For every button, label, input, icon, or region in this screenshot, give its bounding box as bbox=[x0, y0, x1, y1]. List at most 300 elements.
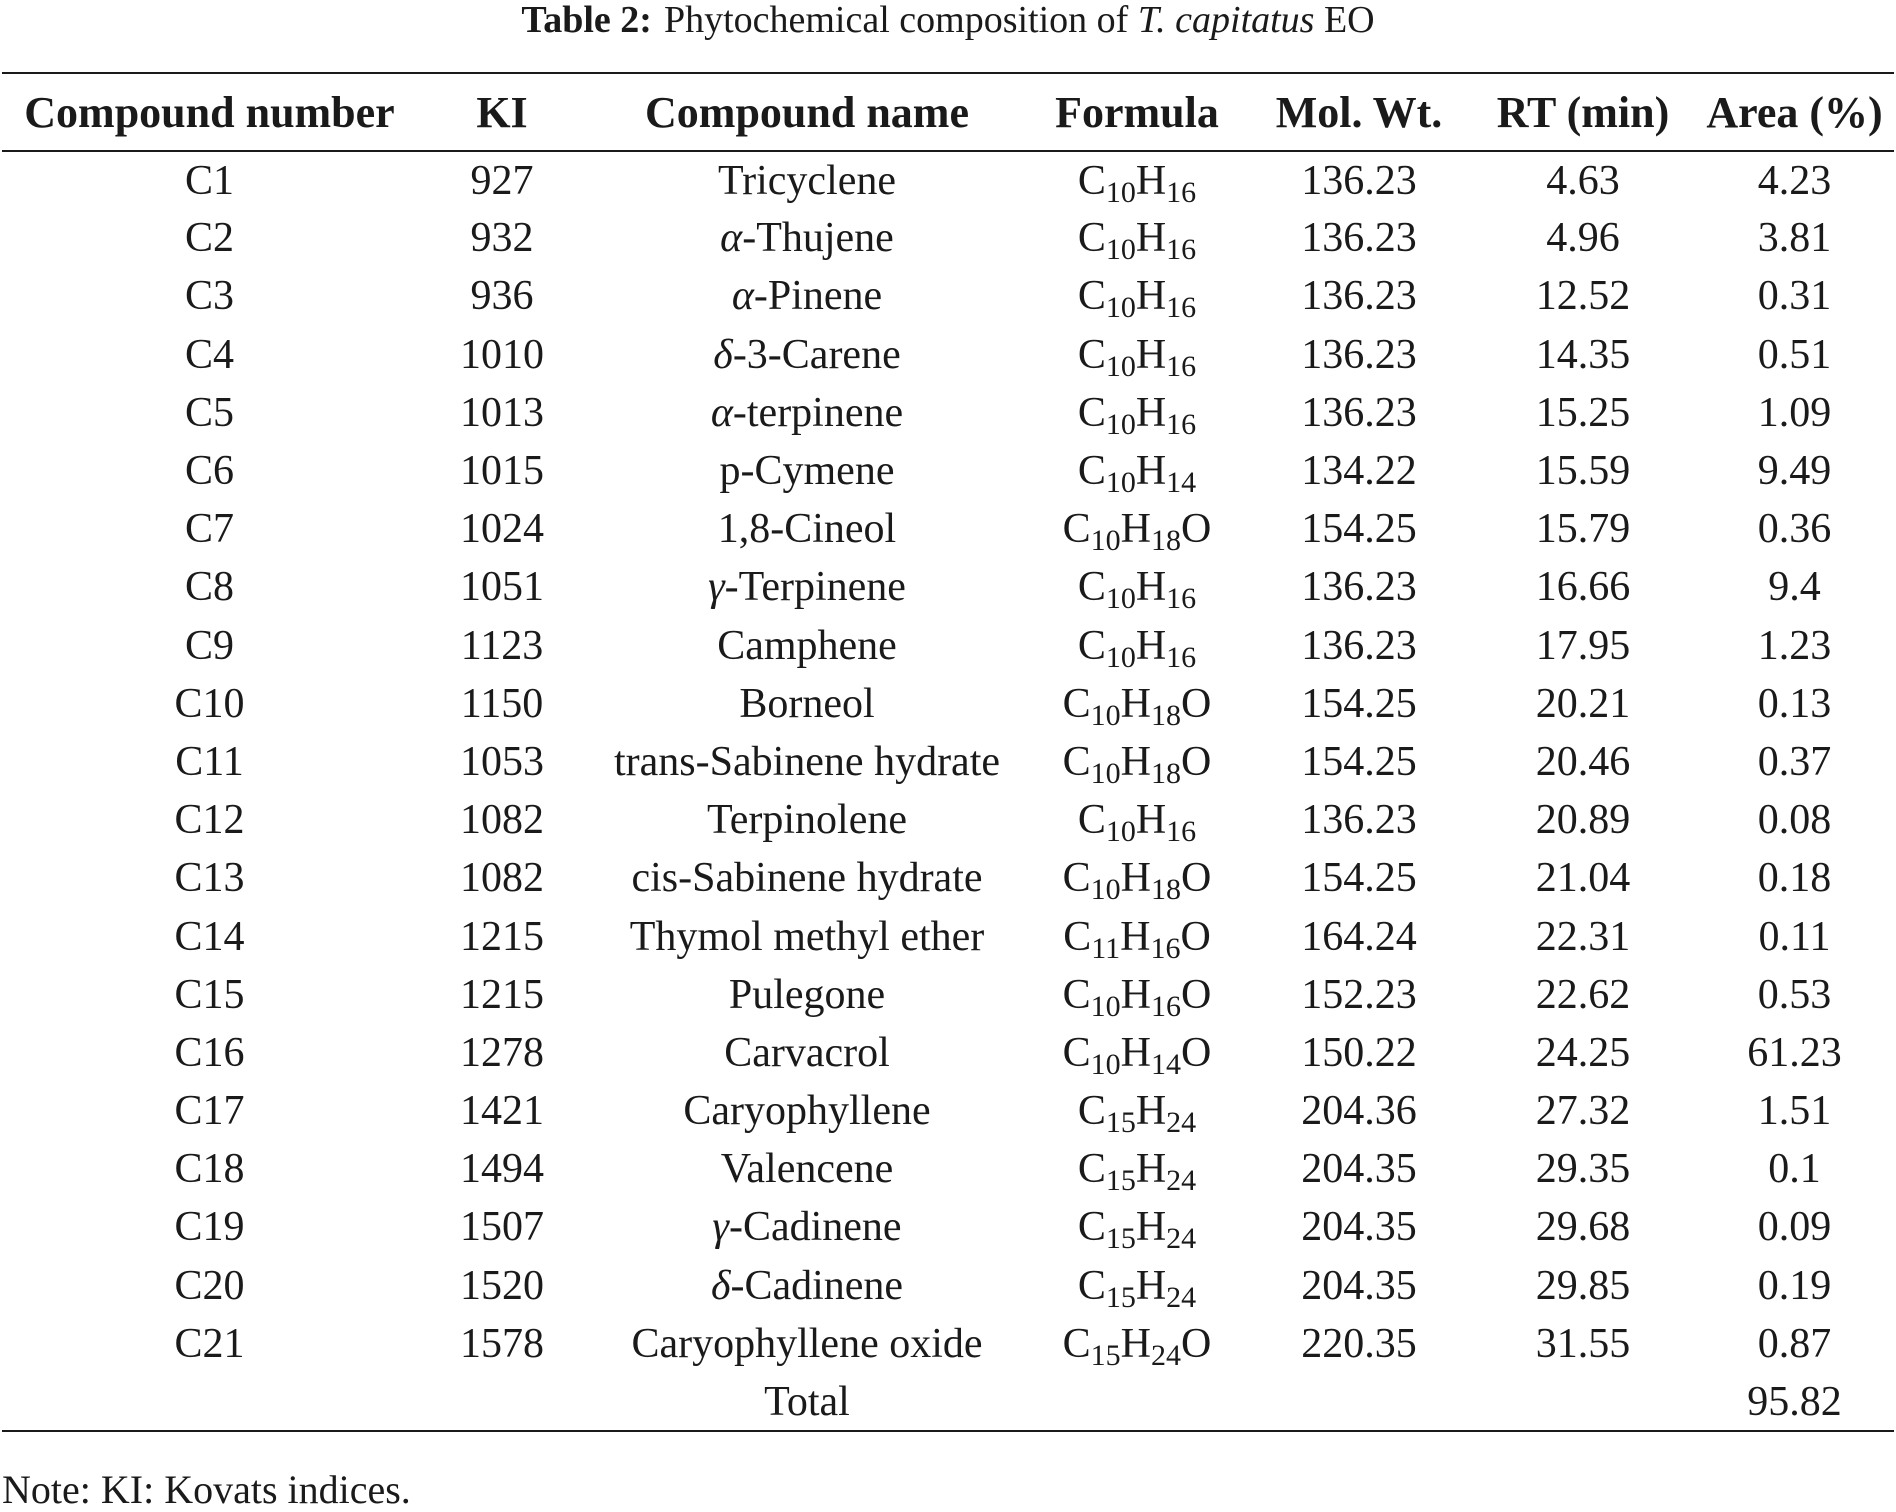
formula-element: C bbox=[1062, 506, 1091, 553]
ki-cell: 1051 bbox=[460, 564, 544, 611]
area-cell: 0.37 bbox=[1757, 738, 1832, 785]
ki-cell: 1520 bbox=[460, 1262, 544, 1309]
formula-subscript: 14 bbox=[1151, 1047, 1181, 1081]
formula-element: O bbox=[1181, 855, 1212, 902]
total-row bbox=[2, 1373, 1894, 1431]
header-compound-number: Compound number bbox=[24, 87, 395, 137]
table-body bbox=[2, 151, 1894, 1431]
formula-element: C bbox=[1077, 1088, 1106, 1135]
compound-name-text: cis-Sabinene hydrate bbox=[631, 855, 983, 902]
compound-name-text: Tricyclene bbox=[717, 157, 897, 204]
area-cell: 1.51 bbox=[1757, 1088, 1832, 1135]
table-row bbox=[2, 384, 1894, 442]
compound-number-cell: C2 bbox=[184, 215, 234, 262]
table-row bbox=[2, 907, 1894, 965]
formula-element: C bbox=[1063, 913, 1092, 960]
formula-subscript: 10 bbox=[1090, 989, 1121, 1023]
area-cell: 0.09 bbox=[1757, 1204, 1832, 1251]
compound-name-prefix: γ bbox=[708, 564, 725, 611]
area-cell: 3.81 bbox=[1757, 215, 1832, 262]
formula-subscript: 16 bbox=[1166, 582, 1197, 616]
compound-name-cell bbox=[587, 849, 1027, 907]
ki-cell: 932 bbox=[470, 215, 534, 262]
formula-subscript: 16 bbox=[1166, 349, 1197, 383]
compound-name-cell bbox=[587, 442, 1027, 500]
rt-cell: 15.25 bbox=[1535, 389, 1631, 436]
formula-element: C bbox=[1077, 622, 1106, 669]
mol-wt-cell: 154.25 bbox=[1301, 680, 1417, 727]
compound-name-cell bbox=[587, 1082, 1027, 1140]
formula-cell bbox=[1027, 1315, 1247, 1373]
formula-element: C bbox=[1077, 448, 1106, 495]
formula-subscript: 15 bbox=[1105, 1280, 1136, 1314]
area-cell: 61.23 bbox=[1747, 1029, 1842, 1076]
area-cell: 0.1 bbox=[1768, 1146, 1821, 1193]
formula-subscript: 24 bbox=[1166, 1106, 1197, 1140]
compound-name-cell bbox=[587, 209, 1027, 267]
ki-cell: 1015 bbox=[460, 448, 544, 495]
compound-name-cell bbox=[587, 1024, 1027, 1082]
formula-subscript: 15 bbox=[1105, 1222, 1136, 1256]
rt-cell: 29.85 bbox=[1535, 1262, 1631, 1309]
rt-cell: 15.59 bbox=[1535, 448, 1631, 495]
compound-number-cell: C9 bbox=[184, 622, 234, 669]
table-row bbox=[2, 442, 1894, 500]
table-row bbox=[2, 733, 1894, 791]
compound-name-cell bbox=[587, 384, 1027, 442]
compound-name-cell bbox=[587, 151, 1027, 209]
compound-name-text: 1,8-Cineol bbox=[717, 506, 897, 553]
formula-element: O bbox=[1180, 913, 1211, 960]
area-cell: 4.23 bbox=[1757, 157, 1832, 204]
formula-element: H bbox=[1135, 1088, 1167, 1135]
formula-cell bbox=[1027, 849, 1247, 907]
formula-element: H bbox=[1135, 448, 1167, 495]
mol-wt-cell: 204.35 bbox=[1301, 1204, 1417, 1251]
formula-subscript: 24 bbox=[1151, 1338, 1181, 1372]
ki-cell: 927 bbox=[470, 157, 534, 204]
formula-element: H bbox=[1120, 1320, 1151, 1367]
compound-number-cell: C17 bbox=[174, 1088, 245, 1135]
rt-cell: 29.35 bbox=[1535, 1146, 1631, 1193]
area-cell: 0.36 bbox=[1757, 506, 1832, 553]
mol-wt-cell: 150.22 bbox=[1301, 1029, 1417, 1076]
formula-cell bbox=[1027, 675, 1247, 733]
formula-element: H bbox=[1135, 273, 1167, 320]
compound-name-cell bbox=[587, 500, 1027, 558]
ki-cell: 936 bbox=[470, 273, 534, 320]
mol-wt-cell: 134.22 bbox=[1301, 448, 1417, 495]
compound-name-text: Valencene bbox=[720, 1146, 894, 1193]
compound-name-cell bbox=[587, 558, 1027, 616]
header-row bbox=[2, 73, 1894, 151]
table-caption bbox=[0, 0, 1896, 40]
formula-subscript: 16 bbox=[1150, 931, 1181, 965]
formula-element: C bbox=[1077, 1204, 1106, 1251]
mol-wt-cell: 136.23 bbox=[1301, 331, 1417, 378]
compound-name-text: trans-Sabinene hydrate bbox=[613, 738, 1001, 785]
mol-wt-cell: 154.25 bbox=[1301, 738, 1417, 785]
rt-cell: 22.62 bbox=[1535, 971, 1631, 1018]
compound-number-cell: C15 bbox=[174, 971, 245, 1018]
formula-cell bbox=[1027, 733, 1247, 791]
formula-element: H bbox=[1135, 157, 1167, 204]
compound-number-cell: C12 bbox=[174, 797, 245, 844]
compound-name-cell bbox=[587, 1198, 1027, 1256]
compound-number-cell: C11 bbox=[175, 738, 244, 785]
formula-subscript: 10 bbox=[1090, 1047, 1121, 1081]
compound-name-prefix: δ bbox=[710, 1262, 731, 1309]
header-formula: Formula bbox=[1055, 87, 1219, 137]
mol-wt-cell: 154.25 bbox=[1301, 506, 1417, 553]
formula-subscript: 10 bbox=[1090, 524, 1121, 558]
rt-cell: 24.25 bbox=[1535, 1029, 1631, 1076]
formula-element: H bbox=[1120, 913, 1151, 960]
table-row bbox=[2, 151, 1894, 209]
compound-name-text: -Thujene bbox=[742, 215, 894, 262]
caption-text: Phytochemical composition of bbox=[663, 0, 1129, 41]
compound-name-prefix: α bbox=[720, 215, 743, 262]
compound-name-cell bbox=[587, 791, 1027, 849]
formula-subscript: 24 bbox=[1166, 1280, 1197, 1314]
header-rt: RT (min) bbox=[1496, 87, 1670, 137]
formula-subscript: 10 bbox=[1105, 640, 1136, 674]
ki-cell: 1082 bbox=[460, 855, 544, 902]
formula-cell bbox=[1027, 907, 1247, 965]
rt-cell: 31.55 bbox=[1535, 1320, 1631, 1367]
table-row bbox=[2, 791, 1894, 849]
formula-element: C bbox=[1077, 331, 1106, 378]
rt-cell: 16.66 bbox=[1535, 564, 1631, 611]
formula-element: H bbox=[1135, 622, 1167, 669]
ki-cell: 1421 bbox=[460, 1088, 544, 1135]
formula-element: O bbox=[1181, 971, 1212, 1018]
formula-subscript: 15 bbox=[1105, 1106, 1136, 1140]
table-row bbox=[2, 617, 1894, 675]
formula-element: H bbox=[1120, 1029, 1151, 1076]
compound-name-text: -terpinene bbox=[732, 389, 904, 436]
table-row bbox=[2, 1257, 1894, 1315]
compound-name-cell bbox=[587, 326, 1027, 384]
rt-cell: 14.35 bbox=[1535, 331, 1631, 378]
formula-subscript: 10 bbox=[1105, 815, 1136, 849]
formula-cell bbox=[1027, 1257, 1247, 1315]
formula-cell bbox=[1027, 1140, 1247, 1198]
compound-number-cell: C14 bbox=[174, 913, 245, 960]
compound-name-prefix: α bbox=[710, 389, 733, 436]
formula-subscript: 15 bbox=[1090, 1338, 1121, 1372]
compound-name-text: Pulegone bbox=[728, 971, 886, 1018]
formula-subscript: 10 bbox=[1090, 873, 1121, 907]
formula-element: H bbox=[1135, 331, 1167, 378]
formula-element: H bbox=[1135, 564, 1167, 611]
ki-cell: 1053 bbox=[460, 738, 544, 785]
formula-cell bbox=[1027, 1198, 1247, 1256]
area-cell: 9.4 bbox=[1768, 564, 1821, 611]
ki-cell: 1215 bbox=[460, 971, 544, 1018]
mol-wt-cell: 164.24 bbox=[1301, 913, 1417, 960]
rt-cell: 22.31 bbox=[1535, 913, 1631, 960]
ki-cell: 1013 bbox=[460, 389, 544, 436]
formula-element: C bbox=[1077, 1146, 1106, 1193]
formula-subscript: 24 bbox=[1166, 1164, 1197, 1198]
compound-number-cell: C21 bbox=[174, 1320, 245, 1367]
table-row bbox=[2, 849, 1894, 907]
formula-element: C bbox=[1062, 971, 1091, 1018]
rt-cell: 29.68 bbox=[1535, 1204, 1631, 1251]
compound-name-text: -Cadinene bbox=[728, 1204, 902, 1251]
formula-subscript: 10 bbox=[1105, 466, 1136, 500]
rt-cell: 21.04 bbox=[1535, 855, 1631, 902]
formula-element: C bbox=[1077, 1262, 1106, 1309]
area-cell: 1.23 bbox=[1757, 622, 1832, 669]
formula-subscript: 16 bbox=[1166, 640, 1197, 674]
area-cell: 0.87 bbox=[1757, 1320, 1832, 1367]
table-row bbox=[2, 267, 1894, 325]
formula-cell bbox=[1027, 617, 1247, 675]
area-cell: 0.53 bbox=[1757, 971, 1832, 1018]
formula-subscript: 18 bbox=[1151, 756, 1181, 790]
table-row bbox=[2, 1140, 1894, 1198]
formula-element: C bbox=[1077, 389, 1106, 436]
ki-cell: 1150 bbox=[460, 680, 544, 727]
formula-cell bbox=[1027, 326, 1247, 384]
area-cell: 0.51 bbox=[1757, 331, 1832, 378]
table-row bbox=[2, 966, 1894, 1024]
compound-number-cell: C19 bbox=[174, 1204, 245, 1251]
header-area: Area (%) bbox=[1706, 87, 1883, 137]
table-row bbox=[2, 1198, 1894, 1256]
compound-name-text: -Cadinene bbox=[730, 1262, 904, 1309]
compound-number-cell: C20 bbox=[174, 1262, 245, 1309]
compound-name-prefix: δ bbox=[713, 331, 733, 378]
formula-cell bbox=[1027, 1082, 1247, 1140]
header-mol-wt: Mol. Wt. bbox=[1275, 87, 1443, 137]
compound-name-text: Camphene bbox=[717, 622, 897, 669]
compound-name-text: -Terpinene bbox=[724, 564, 906, 611]
table-row bbox=[2, 558, 1894, 616]
compound-number-cell: C7 bbox=[184, 506, 234, 553]
compound-name-cell bbox=[587, 267, 1027, 325]
compound-name-text: Caryophyllene oxide bbox=[631, 1320, 983, 1367]
formula-subscript: 10 bbox=[1105, 407, 1136, 441]
compound-name-text: Carvacrol bbox=[724, 1029, 890, 1076]
ki-cell: 1494 bbox=[460, 1146, 544, 1193]
compound-name-cell bbox=[587, 1315, 1027, 1373]
composition-table bbox=[2, 72, 1894, 1432]
mol-wt-cell: 220.35 bbox=[1301, 1320, 1417, 1367]
formula-subscript: 16 bbox=[1166, 175, 1197, 209]
formula-subscript: 24 bbox=[1166, 1222, 1197, 1256]
total-value: 95.82 bbox=[1747, 1378, 1842, 1425]
formula-element: H bbox=[1135, 389, 1167, 436]
formula-element: C bbox=[1077, 797, 1106, 844]
formula-element: O bbox=[1181, 1320, 1212, 1367]
formula-subscript: 10 bbox=[1105, 349, 1136, 383]
formula-element: H bbox=[1120, 506, 1151, 553]
formula-subscript: 10 bbox=[1105, 233, 1136, 267]
compound-number-cell: C18 bbox=[174, 1146, 245, 1193]
area-cell: 0.19 bbox=[1757, 1262, 1832, 1309]
compound-name-cell bbox=[587, 907, 1027, 965]
formula-subscript: 18 bbox=[1151, 698, 1181, 732]
mol-wt-cell: 136.23 bbox=[1301, 273, 1417, 320]
compound-number-cell: C16 bbox=[174, 1029, 245, 1076]
formula-element: O bbox=[1181, 1029, 1212, 1076]
compound-name-text: -3-Carene bbox=[732, 331, 901, 378]
area-cell: 0.31 bbox=[1757, 273, 1832, 320]
formula-cell bbox=[1027, 500, 1247, 558]
ki-cell: 1082 bbox=[460, 797, 544, 844]
compound-name-text: Caryophyllene bbox=[683, 1088, 931, 1135]
compound-number-cell: C10 bbox=[174, 680, 245, 727]
rt-cell: 17.95 bbox=[1535, 622, 1631, 669]
compound-number-cell: C8 bbox=[184, 564, 234, 611]
formula-subscript: 16 bbox=[1151, 989, 1181, 1023]
table-row bbox=[2, 1315, 1894, 1373]
compound-number-cell: C5 bbox=[184, 389, 234, 436]
header-ki: KI bbox=[476, 87, 528, 137]
rt-cell: 20.21 bbox=[1535, 680, 1631, 727]
formula-subscript: 10 bbox=[1090, 698, 1121, 732]
header-compound-name: Compound name bbox=[645, 87, 969, 137]
formula-cell bbox=[1027, 209, 1247, 267]
formula-subscript: 10 bbox=[1090, 756, 1121, 790]
formula-element: C bbox=[1077, 564, 1106, 611]
table-row bbox=[2, 675, 1894, 733]
compound-name-prefix: α bbox=[731, 273, 754, 320]
formula-subscript: 16 bbox=[1166, 233, 1197, 267]
formula-subscript: 18 bbox=[1151, 524, 1181, 558]
formula-cell bbox=[1027, 442, 1247, 500]
formula-element: C bbox=[1077, 157, 1106, 204]
ki-cell: 1215 bbox=[460, 913, 544, 960]
formula-element: C bbox=[1062, 1320, 1091, 1367]
formula-element: H bbox=[1120, 971, 1151, 1018]
area-cell: 1.09 bbox=[1757, 389, 1832, 436]
rt-cell: 12.52 bbox=[1535, 273, 1631, 320]
rt-cell: 4.96 bbox=[1546, 215, 1620, 262]
area-cell: 0.08 bbox=[1757, 797, 1832, 844]
compound-name-text: Thymol methyl ether bbox=[629, 913, 985, 960]
table-note: Note: KI: Kovats indices. bbox=[2, 1467, 411, 1512]
compound-number-cell: C3 bbox=[184, 273, 234, 320]
area-cell: 9.49 bbox=[1757, 448, 1832, 495]
compound-name-prefix: γ bbox=[712, 1204, 729, 1251]
formula-element: C bbox=[1077, 273, 1106, 320]
mol-wt-cell: 204.35 bbox=[1301, 1262, 1417, 1309]
formula-subscript: 15 bbox=[1105, 1164, 1136, 1198]
compound-name-text: Borneol bbox=[739, 680, 875, 727]
table-row bbox=[2, 209, 1894, 267]
formula-cell bbox=[1027, 384, 1247, 442]
total-label: Total bbox=[764, 1378, 850, 1425]
formula-cell bbox=[1027, 558, 1247, 616]
formula-element: C bbox=[1062, 1029, 1091, 1076]
formula-cell bbox=[1027, 791, 1247, 849]
formula-element: H bbox=[1135, 1262, 1167, 1309]
formula-element: H bbox=[1120, 855, 1151, 902]
formula-element: H bbox=[1135, 1146, 1167, 1193]
mol-wt-cell: 136.23 bbox=[1301, 389, 1417, 436]
formula-subscript: 16 bbox=[1166, 291, 1197, 325]
area-cell: 0.18 bbox=[1757, 855, 1832, 902]
compound-name-text: Terpinolene bbox=[707, 797, 907, 844]
caption-suffix: EO bbox=[1323, 0, 1375, 41]
formula-element: H bbox=[1135, 215, 1167, 262]
formula-element: C bbox=[1062, 738, 1091, 785]
mol-wt-cell: 204.36 bbox=[1301, 1088, 1417, 1135]
formula-element: C bbox=[1062, 855, 1091, 902]
ki-cell: 1123 bbox=[460, 622, 544, 669]
table-row bbox=[2, 326, 1894, 384]
compound-number-cell: C13 bbox=[174, 855, 245, 902]
compound-number-cell: C1 bbox=[184, 157, 234, 204]
area-cell: 0.11 bbox=[1758, 913, 1831, 960]
caption-species: T. capitatus bbox=[1137, 0, 1315, 41]
mol-wt-cell: 154.25 bbox=[1301, 855, 1417, 902]
ki-cell: 1578 bbox=[460, 1320, 544, 1367]
formula-cell bbox=[1027, 1024, 1247, 1082]
compound-name-cell bbox=[587, 733, 1027, 791]
formula-subscript: 16 bbox=[1166, 815, 1197, 849]
formula-element: H bbox=[1135, 797, 1167, 844]
ki-cell: 1024 bbox=[460, 506, 544, 553]
formula-cell bbox=[1027, 151, 1247, 209]
formula-element: O bbox=[1181, 680, 1212, 727]
formula-subscript: 10 bbox=[1105, 291, 1136, 325]
table-row bbox=[2, 1024, 1894, 1082]
rt-cell: 27.32 bbox=[1535, 1088, 1631, 1135]
compound-name-cell bbox=[587, 1140, 1027, 1198]
ki-cell: 1278 bbox=[460, 1029, 544, 1076]
mol-wt-cell: 136.23 bbox=[1301, 564, 1417, 611]
formula-subscript: 10 bbox=[1105, 175, 1136, 209]
formula-element: H bbox=[1135, 1204, 1167, 1251]
formula-element: H bbox=[1120, 680, 1151, 727]
table-row bbox=[2, 500, 1894, 558]
mol-wt-cell: 152.23 bbox=[1301, 971, 1417, 1018]
mol-wt-cell: 136.23 bbox=[1301, 622, 1417, 669]
compound-number-cell: C4 bbox=[184, 331, 234, 378]
formula-cell bbox=[1027, 966, 1247, 1024]
formula-element: O bbox=[1181, 506, 1212, 553]
formula-subscript: 14 bbox=[1166, 466, 1197, 500]
compound-name-text: -Pinene bbox=[753, 273, 883, 320]
ki-cell: 1507 bbox=[460, 1204, 544, 1251]
rt-cell: 15.79 bbox=[1535, 506, 1631, 553]
caption-label: Table 2: bbox=[521, 0, 652, 41]
compound-name-cell bbox=[587, 675, 1027, 733]
formula-subscript: 11 bbox=[1091, 931, 1121, 965]
mol-wt-cell: 204.35 bbox=[1301, 1146, 1417, 1193]
rt-cell: 4.63 bbox=[1546, 157, 1620, 204]
formula-element: H bbox=[1120, 738, 1151, 785]
ki-cell: 1010 bbox=[460, 331, 544, 378]
formula-subscript: 18 bbox=[1151, 873, 1181, 907]
formula-subscript: 16 bbox=[1166, 407, 1197, 441]
area-cell: 0.13 bbox=[1757, 680, 1832, 727]
formula-element: C bbox=[1077, 215, 1106, 262]
rt-cell: 20.46 bbox=[1535, 738, 1631, 785]
formula-subscript: 10 bbox=[1105, 582, 1136, 616]
formula-element: O bbox=[1181, 738, 1212, 785]
mol-wt-cell: 136.23 bbox=[1301, 215, 1417, 262]
rt-cell: 20.89 bbox=[1535, 797, 1631, 844]
compound-name-text: p-Cymene bbox=[719, 448, 895, 495]
compound-name-cell bbox=[587, 617, 1027, 675]
formula-cell bbox=[1027, 267, 1247, 325]
